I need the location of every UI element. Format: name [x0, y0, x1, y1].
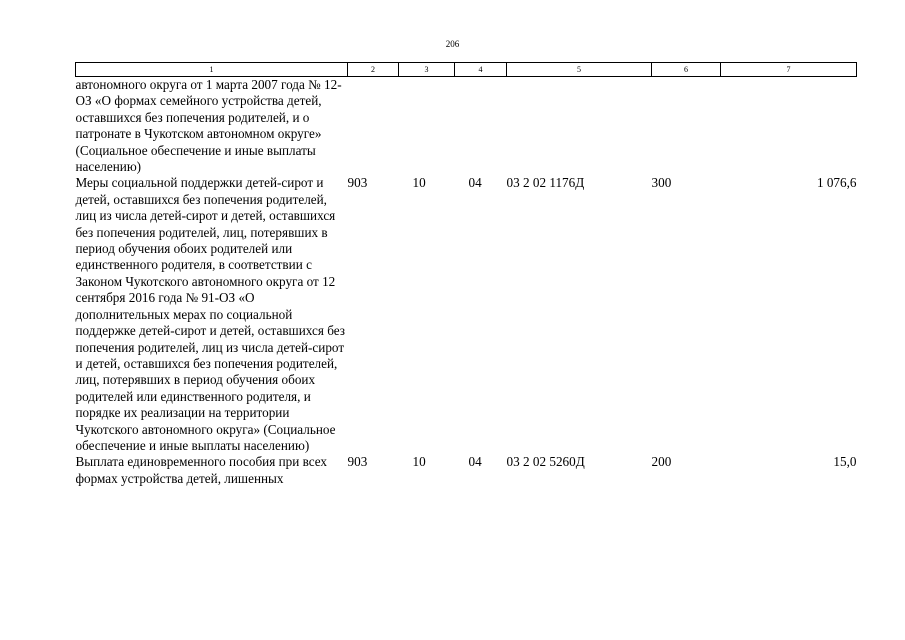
row-expense-type-code: 300	[651, 175, 672, 191]
column-header-7: 7	[721, 63, 857, 77]
column-number-header-row	[76, 63, 857, 77]
column-header-6: 6	[652, 63, 721, 77]
column-header-5: 5	[507, 63, 652, 77]
table-row	[76, 175, 857, 454]
row-section-code: 10	[412, 175, 426, 191]
column-header-4: 4	[455, 63, 507, 77]
row-amount: 15,0	[833, 454, 857, 470]
row-name: Меры социальной поддержки детей-сирот и детей, оставшихся без попечения родителей, лиц из числа детей-сирот и детей, оставшихся без попечения родителей, лиц, потерявших в период обучения обоих родителей или единственного родителя, в соответствии с Законом Чукотского автономного округа от 12 сентября 2016 года № 91-ОЗ «О дополнительных мерах по социальной поддержке детей-сирот и детей, оставшихся без попечения родителей, лиц из числа детей-сирот и детей, оставшихся без попечения родителей, лиц, потерявших в период обучения обоих родителей или единственного родителя, и порядке их реализации на территории Чукотского автономного округа» (Социальное обеспечение и иные выплаты населению)	[75, 175, 345, 453]
row-section-code: 10	[412, 454, 426, 470]
table-row	[76, 454, 857, 487]
column-header-1: 1	[76, 63, 348, 77]
row-subsection-code: 04	[468, 454, 482, 470]
row-section-code	[399, 77, 455, 176]
row-ministry-code: 903	[347, 454, 368, 470]
row-ministry-code: 903	[347, 175, 368, 191]
row-expense-type-code: 200	[651, 454, 672, 470]
row-amount	[721, 77, 857, 176]
row-subsection-code: 04	[468, 175, 482, 191]
row-amount: 1 076,6	[816, 175, 857, 191]
budget-table	[75, 62, 857, 487]
row-target-code	[507, 77, 652, 176]
row-expense-type-code	[652, 77, 721, 176]
row-target-code: 03 2 02 5260Д	[506, 454, 585, 470]
row-name: автономного округа от 1 марта 2007 года № 12-ОЗ «О формах семейного устройства детей, оставшихся без попечения родителей, и о патронате в Чукотском автономном округе» (Социальное обеспечение и иные выплаты населению)	[75, 77, 342, 175]
column-header-2: 2	[348, 63, 399, 77]
column-header-3: 3	[399, 63, 455, 77]
row-name: Выплата единовременного пособия при всех формах устройства детей, лишенных	[75, 454, 328, 486]
row-ministry-code	[348, 77, 399, 176]
page-number: 206	[445, 39, 460, 49]
row-target-code: 03 2 02 1176Д	[506, 175, 585, 191]
row-subsection-code	[455, 77, 507, 176]
table-row	[76, 77, 857, 176]
